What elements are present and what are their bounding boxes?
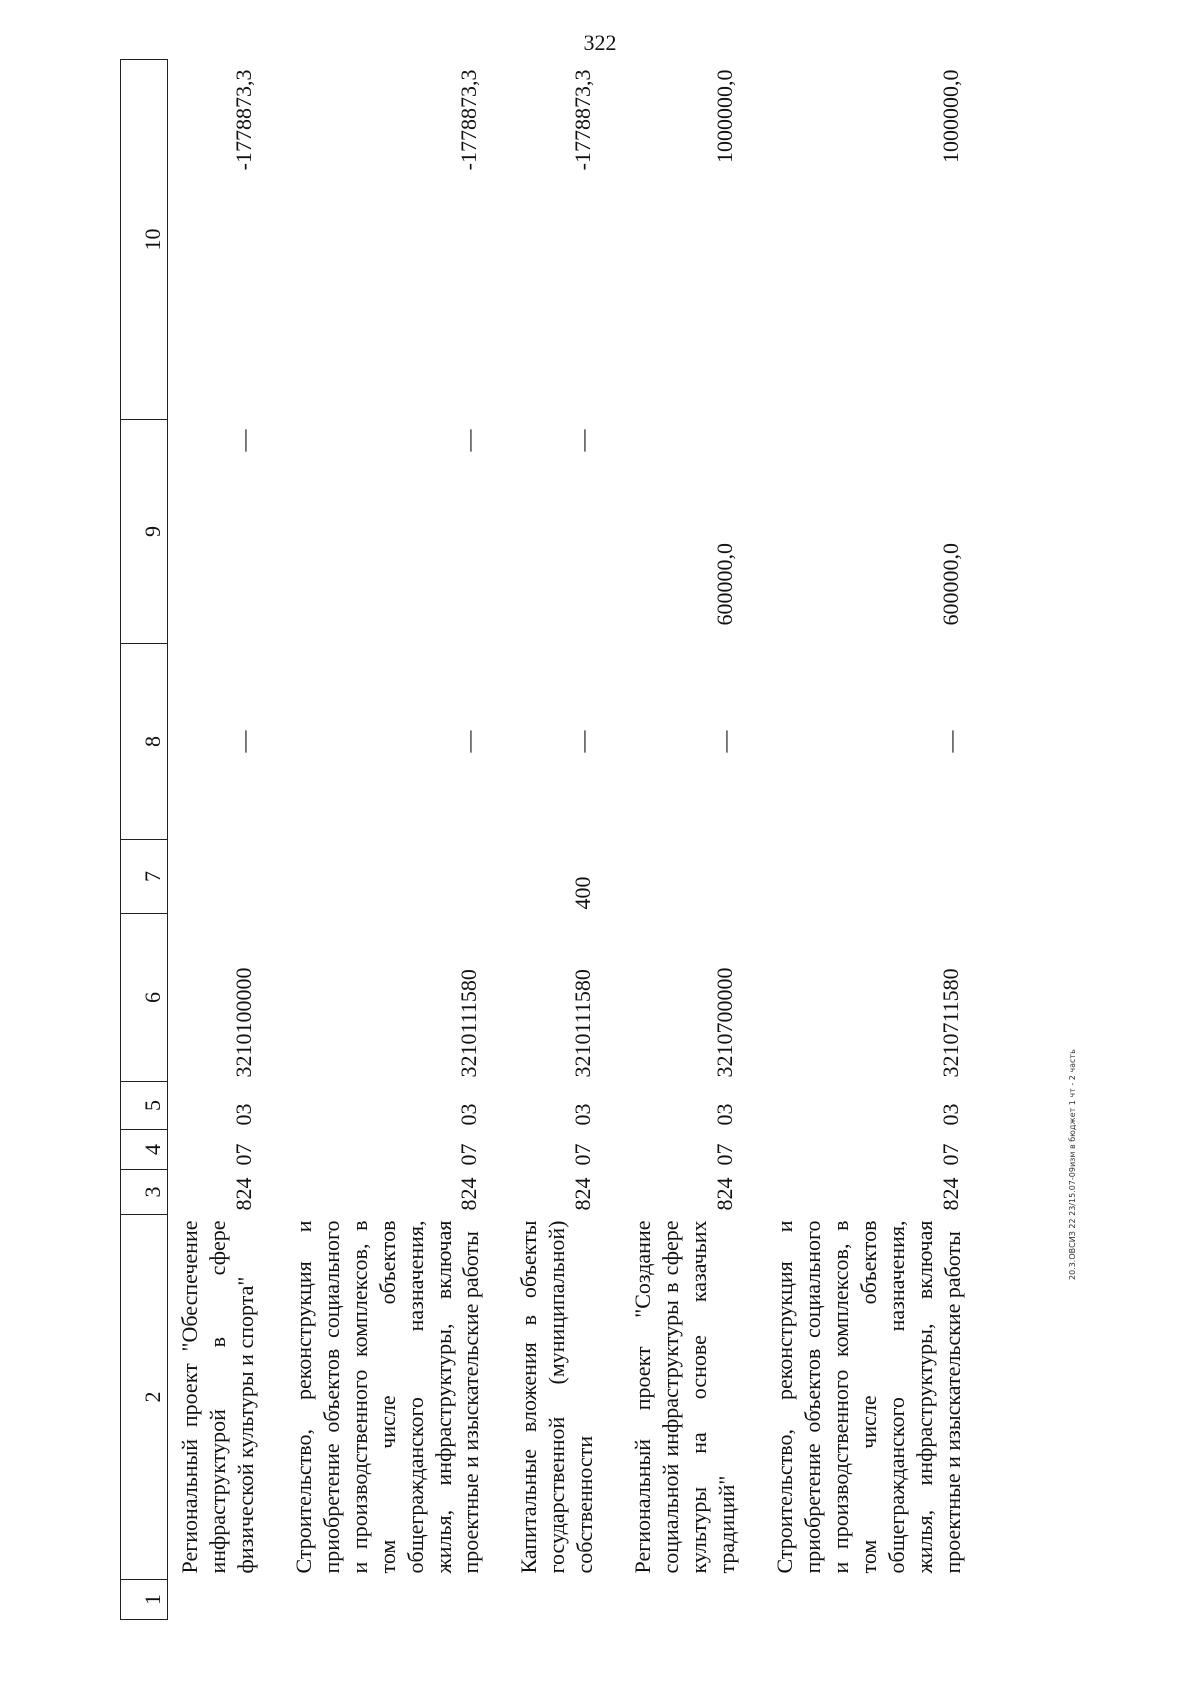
- cell-col9: 600000,0: [712, 543, 737, 626]
- cell-col3: 824: [456, 1177, 482, 1211]
- cell-col8: —: [937, 730, 963, 753]
- cell-col6: 3210700000: [712, 967, 737, 1078]
- row-description: Строительство, реконструкция и приобретение объектов социального и производственного комплексов, в том числе объектов общегражданского назначения, жилья, инфраструктуры, включая проектные и изыскательские работы: [771, 1220, 965, 1574]
- cell-col10: -1778873,3: [570, 69, 596, 171]
- row-number-cell: [763, 1580, 971, 1620]
- cell-col9: —: [230, 429, 256, 452]
- column-header-6: 6: [121, 914, 168, 1082]
- column-header-9: 9: [121, 420, 168, 644]
- rotated-page-content: [120, 60, 1160, 1620]
- column-header-10: 10: [121, 60, 168, 420]
- cell-col7: [763, 840, 971, 914]
- cell-col3: 824: [230, 1177, 256, 1211]
- cell-col10: -1778873,3: [230, 69, 256, 171]
- row-number-cell: [168, 1580, 264, 1620]
- table-row: [282, 60, 490, 1620]
- row-spacer: [745, 60, 763, 1620]
- footer-file-note: 20.3.ОВСИЗ 22 23/15.07-09изм в бюджет 1 чт - 2 часть: [1068, 1049, 1077, 1280]
- column-header-7: 7: [121, 840, 168, 914]
- budget-table: [120, 59, 971, 1620]
- row-description: Региональный проект "Обеспечение инфраструктурой в сфере физической культуры и спорта": [177, 1220, 258, 1574]
- cell-col9: —: [570, 429, 596, 452]
- cell-col8: —: [230, 730, 256, 753]
- cell-col7: 400: [570, 876, 596, 910]
- cell-col8: —: [456, 730, 482, 753]
- row-description: Капитальные вложения в объекты государственной (муниципальной) собственности: [516, 1220, 598, 1574]
- cell-col9: —: [456, 429, 482, 452]
- row-spacer: [603, 60, 621, 1620]
- table-row: [621, 60, 745, 1620]
- column-header-1: 1: [121, 1580, 168, 1620]
- row-number-cell: [282, 1580, 490, 1620]
- cell-col5: 03: [456, 1103, 482, 1126]
- cell-col6: 3210711580: [937, 968, 963, 1078]
- table-header-row: [121, 60, 168, 1620]
- cell-col4: 07: [937, 1143, 963, 1166]
- column-header-3: 3: [121, 1170, 168, 1215]
- cell-col6: 3210100000: [230, 967, 256, 1078]
- cell-col4: 07: [570, 1143, 596, 1166]
- cell-col6: 3210111580: [456, 969, 482, 1078]
- table-row: [763, 60, 971, 1620]
- column-header-8: 8: [121, 644, 168, 840]
- cell-col4: 07: [712, 1143, 737, 1166]
- row-spacer: [489, 60, 507, 1620]
- row-number-cell: [507, 1580, 603, 1620]
- cell-col7: [282, 840, 490, 914]
- cell-col9: 600000,0: [937, 543, 963, 626]
- cell-col7: [621, 840, 745, 914]
- page-number: 322: [583, 30, 617, 55]
- cell-col4: 07: [456, 1143, 482, 1166]
- column-header-2: 2: [121, 1215, 168, 1580]
- row-description: Региональный проект "Создание социальной инфраструктуры в сфере культуры на основе казачьих традиций": [630, 1220, 739, 1574]
- cell-col4: 07: [230, 1143, 256, 1166]
- cell-col5: 03: [230, 1103, 256, 1126]
- cell-col10: 1000000,0: [712, 69, 737, 163]
- cell-col8: —: [570, 730, 596, 753]
- cell-col10: 1000000,0: [937, 69, 963, 163]
- cell-col6: 3210111580: [570, 969, 596, 1078]
- row-spacer: [264, 60, 282, 1620]
- cell-col7: [168, 840, 264, 914]
- column-header-5: 5: [121, 1082, 168, 1130]
- cell-col3: 824: [712, 1177, 737, 1211]
- column-header-4: 4: [121, 1130, 168, 1170]
- cell-col3: 824: [937, 1177, 963, 1211]
- cell-col5: 03: [937, 1103, 963, 1126]
- row-number-cell: [621, 1580, 745, 1620]
- cell-col5: 03: [712, 1103, 737, 1126]
- table-row: [168, 60, 264, 1620]
- cell-col5: 03: [570, 1103, 596, 1126]
- row-description: Строительство, реконструкция и приобретение объектов социального и производственного комплексов, в том числе объектов общегражданского назначения, жилья, инфраструктуры, включая проектные и изыскательские работы: [290, 1220, 484, 1574]
- cell-col10: -1778873,3: [456, 69, 482, 171]
- cell-col3: 824: [570, 1177, 596, 1211]
- table-row: [507, 60, 603, 1620]
- cell-col8: —: [712, 730, 737, 753]
